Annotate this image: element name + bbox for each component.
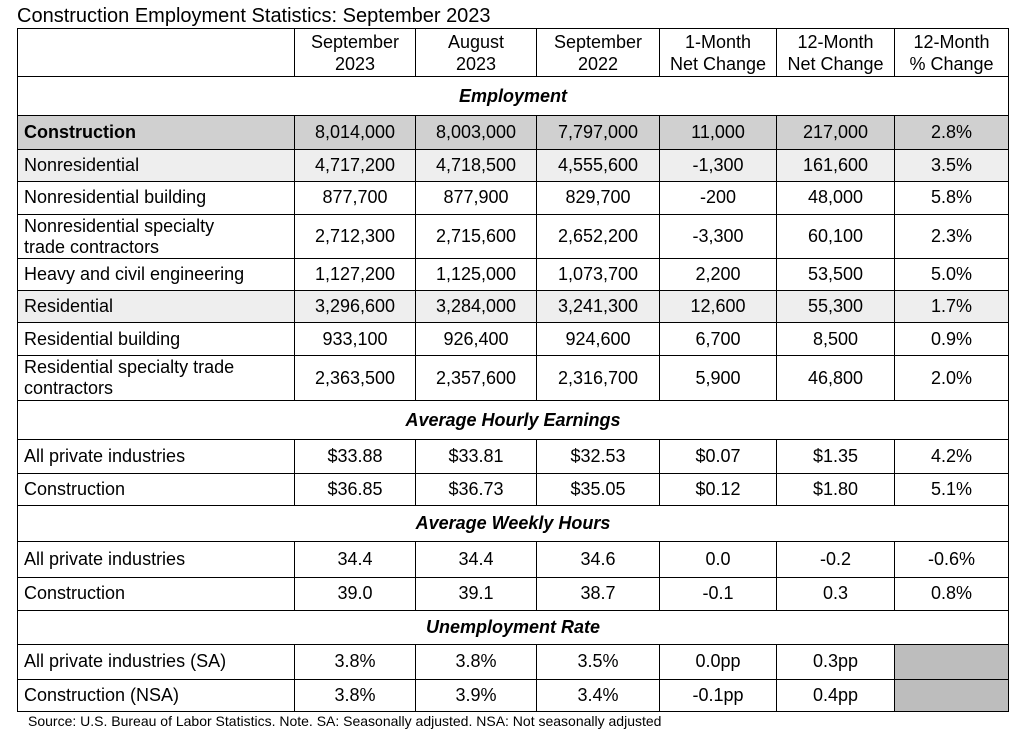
value-cell: 3.5% bbox=[537, 645, 660, 679]
source-note: Source: U.S. Bureau of Labor Statistics. Note. SA: Seasonally adjusted. NSA: Not seasonally adjusted bbox=[28, 713, 662, 729]
table-row bbox=[18, 541, 1009, 577]
section-header-row bbox=[18, 401, 1009, 439]
value-cell: 5,900 bbox=[660, 356, 777, 401]
value-cell: $0.12 bbox=[660, 474, 777, 506]
value-cell: 34.4 bbox=[295, 541, 416, 577]
value-cell: 3.8% bbox=[295, 679, 416, 711]
value-cell: 3,296,600 bbox=[295, 290, 416, 322]
value-cell: 39.1 bbox=[416, 577, 537, 610]
value-cell: 0.3pp bbox=[777, 645, 895, 679]
row-label: All private industries bbox=[18, 541, 295, 577]
value-cell: 2,363,500 bbox=[295, 356, 416, 401]
header-blank-cell bbox=[18, 29, 295, 77]
table-title: Construction Employment Statistics: September 2023 bbox=[17, 5, 491, 27]
header-row bbox=[18, 29, 1009, 77]
value-cell: $33.88 bbox=[295, 439, 416, 473]
value-cell: $33.81 bbox=[416, 439, 537, 473]
column-header: 1-Month Net Change bbox=[660, 29, 777, 77]
value-cell: 6,700 bbox=[660, 322, 777, 355]
section-title: Employment bbox=[18, 77, 1009, 116]
value-cell: -0.6% bbox=[895, 541, 1009, 577]
value-cell: 926,400 bbox=[416, 322, 537, 355]
table-row bbox=[18, 215, 1009, 259]
row-label: Construction (NSA) bbox=[18, 679, 295, 711]
row-label: Nonresidential specialty trade contractors bbox=[18, 215, 295, 259]
value-cell: 53,500 bbox=[777, 259, 895, 290]
row-label: Residential specialty trade contractors bbox=[18, 356, 295, 401]
value-cell: 5.1% bbox=[895, 474, 1009, 506]
value-cell: -0.1pp bbox=[660, 679, 777, 711]
value-cell: 0.9% bbox=[895, 322, 1009, 355]
row-label: Construction bbox=[18, 577, 295, 610]
value-cell: 2,715,600 bbox=[416, 215, 537, 259]
statistics-table bbox=[17, 28, 1009, 712]
value-cell: $36.73 bbox=[416, 474, 537, 506]
value-cell: 8,500 bbox=[777, 322, 895, 355]
value-cell: 2.8% bbox=[895, 116, 1009, 149]
value-cell: 3.4% bbox=[537, 679, 660, 711]
row-label: Nonresidential building bbox=[18, 181, 295, 214]
value-cell: 217,000 bbox=[777, 116, 895, 149]
section-header-row bbox=[18, 506, 1009, 541]
value-cell: 2.0% bbox=[895, 356, 1009, 401]
value-cell: -200 bbox=[660, 181, 777, 214]
empty-shaded-cell bbox=[895, 645, 1009, 679]
value-cell: 933,100 bbox=[295, 322, 416, 355]
column-header: September 2022 bbox=[537, 29, 660, 77]
empty-shaded-cell bbox=[895, 679, 1009, 711]
column-header: August 2023 bbox=[416, 29, 537, 77]
value-cell: 0.0 bbox=[660, 541, 777, 577]
column-header: 12-Month % Change bbox=[895, 29, 1009, 77]
table-row bbox=[18, 322, 1009, 355]
value-cell: 161,600 bbox=[777, 149, 895, 181]
table-row bbox=[18, 181, 1009, 214]
value-cell: 39.0 bbox=[295, 577, 416, 610]
column-header: 12-Month Net Change bbox=[777, 29, 895, 77]
value-cell: 3.9% bbox=[416, 679, 537, 711]
value-cell: -1,300 bbox=[660, 149, 777, 181]
value-cell: 924,600 bbox=[537, 322, 660, 355]
value-cell: 8,014,000 bbox=[295, 116, 416, 149]
value-cell: 1,125,000 bbox=[416, 259, 537, 290]
value-cell: 12,600 bbox=[660, 290, 777, 322]
value-cell: 46,800 bbox=[777, 356, 895, 401]
table-row bbox=[18, 149, 1009, 181]
value-cell: 2,652,200 bbox=[537, 215, 660, 259]
value-cell: $32.53 bbox=[537, 439, 660, 473]
value-cell: 34.6 bbox=[537, 541, 660, 577]
value-cell: 4,717,200 bbox=[295, 149, 416, 181]
value-cell: 7,797,000 bbox=[537, 116, 660, 149]
value-cell: 38.7 bbox=[537, 577, 660, 610]
value-cell: 48,000 bbox=[777, 181, 895, 214]
column-header: September 2023 bbox=[295, 29, 416, 77]
value-cell: 5.0% bbox=[895, 259, 1009, 290]
value-cell: 2,316,700 bbox=[537, 356, 660, 401]
value-cell: 4,718,500 bbox=[416, 149, 537, 181]
value-cell: $0.07 bbox=[660, 439, 777, 473]
table-row bbox=[18, 645, 1009, 679]
table-row bbox=[18, 259, 1009, 290]
value-cell: 34.4 bbox=[416, 541, 537, 577]
row-label: Heavy and civil engineering bbox=[18, 259, 295, 290]
row-label: Construction bbox=[18, 474, 295, 506]
value-cell: $1.80 bbox=[777, 474, 895, 506]
table-row bbox=[18, 439, 1009, 473]
value-cell: 4,555,600 bbox=[537, 149, 660, 181]
value-cell: 5.8% bbox=[895, 181, 1009, 214]
value-cell: 877,900 bbox=[416, 181, 537, 214]
value-cell: 4.2% bbox=[895, 439, 1009, 473]
value-cell: $1.35 bbox=[777, 439, 895, 473]
row-label: Nonresidential bbox=[18, 149, 295, 181]
value-cell: 1.7% bbox=[895, 290, 1009, 322]
row-label: Residential building bbox=[18, 322, 295, 355]
row-label: Construction bbox=[18, 116, 295, 149]
value-cell: 2,200 bbox=[660, 259, 777, 290]
value-cell: $35.05 bbox=[537, 474, 660, 506]
section-header-row bbox=[18, 77, 1009, 116]
value-cell: 3.5% bbox=[895, 149, 1009, 181]
value-cell: 3,284,000 bbox=[416, 290, 537, 322]
value-cell: 829,700 bbox=[537, 181, 660, 214]
value-cell: 1,073,700 bbox=[537, 259, 660, 290]
value-cell: 1,127,200 bbox=[295, 259, 416, 290]
table-row bbox=[18, 356, 1009, 401]
value-cell: 0.8% bbox=[895, 577, 1009, 610]
table-row bbox=[18, 679, 1009, 711]
table-row bbox=[18, 474, 1009, 506]
section-title: Unemployment Rate bbox=[18, 611, 1009, 645]
value-cell: 2,712,300 bbox=[295, 215, 416, 259]
value-cell: 0.3 bbox=[777, 577, 895, 610]
row-label: Residential bbox=[18, 290, 295, 322]
value-cell: 3,241,300 bbox=[537, 290, 660, 322]
section-header-row bbox=[18, 611, 1009, 645]
table-row bbox=[18, 577, 1009, 610]
value-cell: 877,700 bbox=[295, 181, 416, 214]
value-cell: -0.1 bbox=[660, 577, 777, 610]
value-cell: 11,000 bbox=[660, 116, 777, 149]
value-cell: 2,357,600 bbox=[416, 356, 537, 401]
row-label: All private industries (SA) bbox=[18, 645, 295, 679]
value-cell: $36.85 bbox=[295, 474, 416, 506]
value-cell: 60,100 bbox=[777, 215, 895, 259]
value-cell: 55,300 bbox=[777, 290, 895, 322]
value-cell: 3.8% bbox=[416, 645, 537, 679]
section-title: Average Weekly Hours bbox=[18, 506, 1009, 541]
value-cell: 8,003,000 bbox=[416, 116, 537, 149]
value-cell: -0.2 bbox=[777, 541, 895, 577]
table-row bbox=[18, 116, 1009, 149]
value-cell: 3.8% bbox=[295, 645, 416, 679]
value-cell: -3,300 bbox=[660, 215, 777, 259]
value-cell: 2.3% bbox=[895, 215, 1009, 259]
table-row bbox=[18, 290, 1009, 322]
value-cell: 0.0pp bbox=[660, 645, 777, 679]
value-cell: 0.4pp bbox=[777, 679, 895, 711]
section-title: Average Hourly Earnings bbox=[18, 401, 1009, 439]
row-label: All private industries bbox=[18, 439, 295, 473]
